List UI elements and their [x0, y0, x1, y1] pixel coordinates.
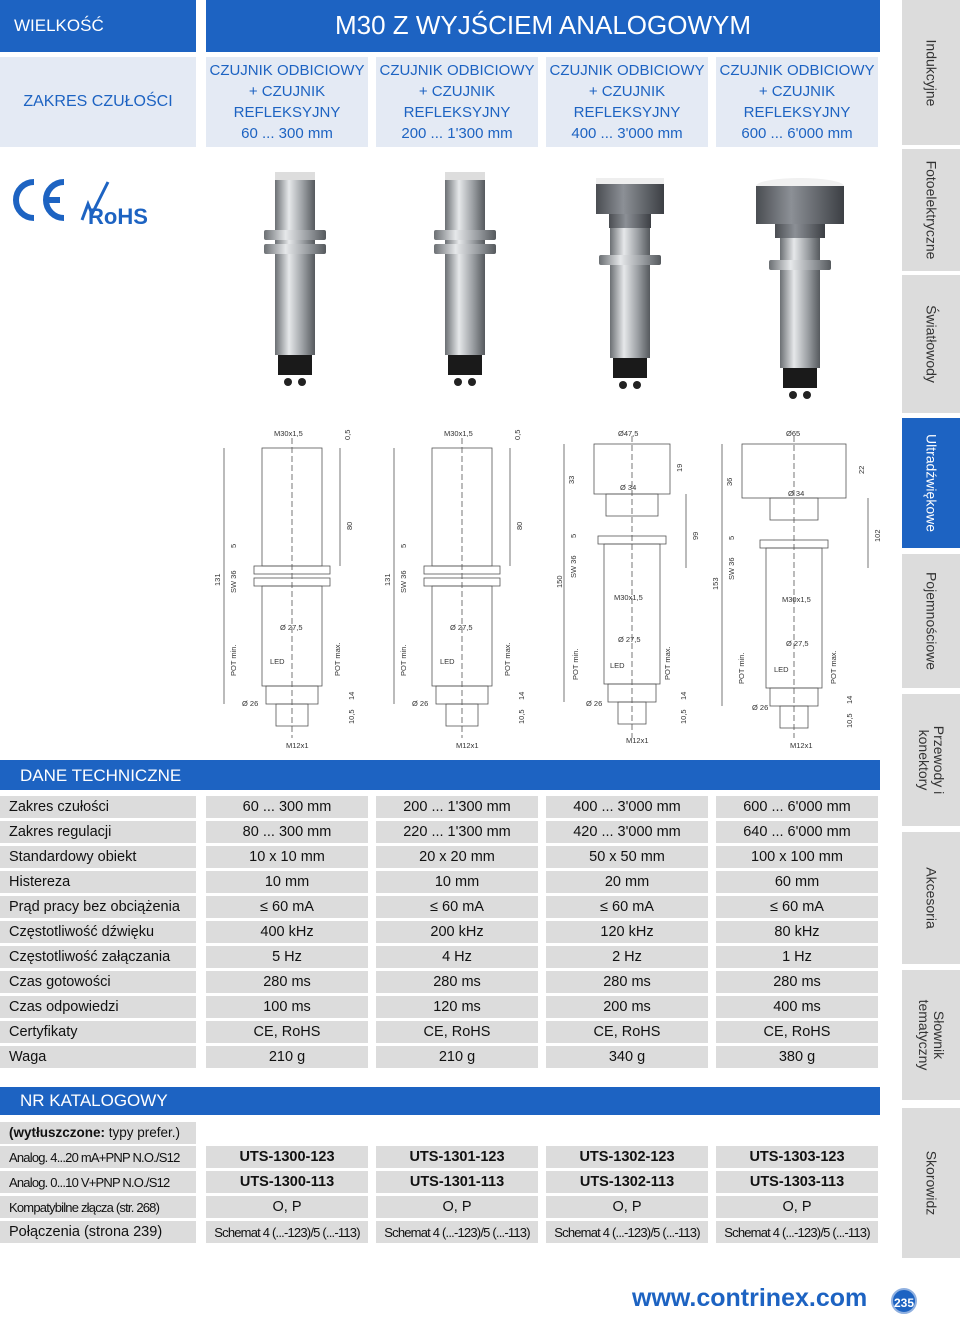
sidebar-tab-label: Indukcyjne — [923, 39, 940, 106]
svg-text:19: 19 — [675, 463, 684, 472]
svg-text:Ø 34: Ø 34 — [620, 483, 637, 492]
catalog-row-value: O, P — [716, 1196, 878, 1218]
tech-row-value: 100 ms — [206, 996, 368, 1018]
tech-row-label: Waga — [0, 1046, 196, 1068]
catalog-part-number: UTS-1303-123 — [716, 1146, 878, 1168]
sidebar-tab-label: Przewody i konektory — [916, 725, 947, 795]
svg-text:80: 80 — [515, 521, 524, 530]
svg-text:POT max.: POT max. — [503, 642, 512, 676]
tech-row-label: Czas gotowości — [0, 971, 196, 993]
tech-row — [0, 896, 880, 918]
svg-text:Ø 27,5: Ø 27,5 — [450, 623, 473, 632]
sidebar-tab-label: Fotoelektryczne — [923, 160, 940, 260]
sidebar-tab-3[interactable] — [902, 418, 960, 548]
catalog-row-label: Analog. 0...10 V+PNP N.O./S12 — [0, 1171, 196, 1193]
catalog-note: (wytłuszczone: typy prefer.) — [0, 1122, 196, 1144]
svg-text:SW 36: SW 36 — [229, 570, 238, 593]
tech-row-value: 280 ms — [376, 971, 538, 993]
website-url[interactable]: www.contrinex.com — [632, 1284, 868, 1312]
catalog-part-number: UTS-1301-113 — [376, 1171, 538, 1193]
svg-text:22: 22 — [857, 465, 866, 474]
tech-row-value: 280 ms — [716, 971, 878, 993]
sidebar-tab-2[interactable] — [902, 275, 960, 413]
tech-row-value: 50 x 50 mm — [546, 846, 708, 868]
svg-text:Ø 34: Ø 34 — [788, 489, 805, 498]
catalog-part-number: UTS-1302-123 — [546, 1146, 708, 1168]
sidebar-tab-7[interactable] — [902, 970, 960, 1100]
catalog-row-value: Schemat 4 (...-123)/5 (...-113) — [546, 1221, 708, 1243]
svg-text:36: 36 — [725, 477, 734, 486]
tech-row-value: ≤ 60 mA — [206, 896, 368, 918]
catalog-part-number: UTS-1300-113 — [206, 1171, 368, 1193]
tech-row-value: 640 ... 6'000 mm — [716, 821, 878, 843]
rohs-logo-icon — [82, 182, 148, 229]
tech-row — [0, 921, 880, 943]
tech-row-value: 2 Hz — [546, 946, 708, 968]
tech-row-value: 60 ... 300 mm — [206, 796, 368, 818]
tech-row-value: 340 g — [546, 1046, 708, 1068]
sensor-photo-2 — [420, 160, 510, 400]
catalog-row-value: O, P — [206, 1196, 368, 1218]
tech-row-value: 10 x 10 mm — [206, 846, 368, 868]
technical-drawing-3 — [550, 418, 720, 758]
svg-text:Ø 27,5: Ø 27,5 — [618, 635, 641, 644]
catalog-row-value: Schemat 4 (...-123)/5 (...-113) — [716, 1221, 878, 1243]
tech-row-value: 120 ms — [376, 996, 538, 1018]
tech-row-value: 600 ... 6'000 mm — [716, 796, 878, 818]
svg-text:80: 80 — [345, 521, 354, 530]
tech-row-value: CE, RoHS — [546, 1021, 708, 1043]
svg-text:33: 33 — [567, 475, 576, 484]
tech-row — [0, 846, 880, 868]
svg-text:M30x1,5: M30x1,5 — [782, 595, 811, 604]
sensor-photo-4 — [745, 160, 855, 410]
tech-row-value: 400 ms — [716, 996, 878, 1018]
technical-drawing-4 — [712, 418, 882, 758]
sidebar-tab-4[interactable] — [902, 554, 960, 688]
catalog-row-value: Schemat 4 (...-123)/5 (...-113) — [376, 1221, 538, 1243]
tech-row-value: 120 kHz — [546, 921, 708, 943]
sidebar-tab-label: Słownik tematyczny — [916, 999, 947, 1071]
tech-row-value: 5 Hz — [206, 946, 368, 968]
tech-row-value: 420 ... 3'000 mm — [546, 821, 708, 843]
tech-row-value: 4 Hz — [376, 946, 538, 968]
svg-text:153: 153 — [711, 577, 720, 590]
tech-row-value: 280 ms — [206, 971, 368, 993]
svg-text:M12x1: M12x1 — [790, 741, 813, 750]
svg-text:150: 150 — [555, 575, 564, 588]
svg-text:POT min.: POT min. — [229, 644, 238, 676]
sidebar-tab-label: Ultradźwiękowe — [923, 433, 940, 533]
catalog-note-row — [0, 1122, 880, 1144]
tech-row-value: 20 x 20 mm — [376, 846, 538, 868]
tech-row-label: Zakres czułości — [0, 796, 196, 818]
tech-row — [0, 971, 880, 993]
catalog-part-number: UTS-1303-113 — [716, 1171, 878, 1193]
svg-text:14: 14 — [517, 691, 526, 700]
svg-text:M12x1: M12x1 — [456, 741, 479, 750]
tech-row-value: 210 g — [376, 1046, 538, 1068]
tech-row-value: 380 g — [716, 1046, 878, 1068]
svg-text:10,5: 10,5 — [517, 709, 526, 724]
tech-row-value: 80 kHz — [716, 921, 878, 943]
svg-text:14: 14 — [845, 695, 854, 704]
tech-row-label: Standardowy obiekt — [0, 846, 196, 868]
sidebar-tab-label: Akcesoria — [923, 867, 940, 929]
svg-text:LED: LED — [774, 665, 789, 674]
tech-row-value: CE, RoHS — [376, 1021, 538, 1043]
svg-text:SW 36: SW 36 — [727, 557, 736, 580]
catalog-row-label: Połączenia (strona 239) — [0, 1221, 196, 1243]
sidebar-tab-1[interactable] — [902, 149, 960, 271]
sidebar-tab-label: Skorowidz — [923, 1150, 940, 1216]
catalog-row-label: Analog. 4...20 mA+PNP N.O./S12 — [0, 1146, 196, 1168]
svg-text:10,5: 10,5 — [679, 709, 688, 724]
sidebar-tab-8[interactable] — [902, 1108, 960, 1258]
size-label: WIELKOŚĆ — [0, 0, 196, 52]
catalog-row-value: O, P — [546, 1196, 708, 1218]
page-title: M30 Z WYJŚCIEM ANALOGOWYM — [206, 0, 880, 52]
svg-text:102: 102 — [873, 529, 882, 542]
svg-text:POT min.: POT min. — [737, 652, 746, 684]
svg-text:POT min.: POT min. — [571, 648, 580, 680]
svg-text:Ø 26: Ø 26 — [412, 699, 429, 708]
page-number: 235 — [891, 1288, 917, 1314]
svg-text:SW 36: SW 36 — [399, 570, 408, 593]
tech-row-value: 200 kHz — [376, 921, 538, 943]
tech-row-value: ≤ 60 mA — [546, 896, 708, 918]
technical-drawing-2 — [380, 418, 550, 758]
tech-row-value: 10 mm — [376, 871, 538, 893]
tech-row — [0, 821, 880, 843]
svg-text:10,5: 10,5 — [845, 713, 854, 728]
svg-text:Ø 27,5: Ø 27,5 — [786, 639, 809, 648]
sidebar-tab-0[interactable] — [902, 0, 960, 145]
svg-text:M12x1: M12x1 — [626, 736, 649, 745]
svg-text:5: 5 — [399, 543, 408, 548]
tech-row-value: 10 mm — [206, 871, 368, 893]
tech-row-value: ≤ 60 mA — [716, 896, 878, 918]
sensor-photo-3 — [585, 160, 675, 400]
tech-row-label: Histereza — [0, 871, 196, 893]
svg-text:0,5: 0,5 — [343, 429, 352, 440]
svg-text:Ø47,5: Ø47,5 — [618, 429, 639, 438]
svg-text:0,5: 0,5 — [513, 429, 522, 440]
svg-text:LED: LED — [270, 657, 285, 666]
column-header-1: CZUJNIK ODBICIOWY + CZUJNIK REFLEKSYJNY 60 ... 300 mm — [206, 57, 368, 147]
svg-text:99: 99 — [691, 531, 700, 540]
tech-row-value: 400 ... 3'000 mm — [546, 796, 708, 818]
tech-row-value: 210 g — [206, 1046, 368, 1068]
svg-text:10,5: 10,5 — [347, 709, 356, 724]
column-header-3: CZUJNIK ODBICIOWY + CZUJNIK REFLEKSYJNY 400 ... 3'000 mm — [546, 57, 708, 147]
svg-text:Ø 26: Ø 26 — [242, 699, 259, 708]
catalog-part-number: UTS-1302-113 — [546, 1171, 708, 1193]
tech-row — [0, 796, 880, 818]
tech-row-value: 100 x 100 mm — [716, 846, 878, 868]
tech-row-value: 20 mm — [546, 871, 708, 893]
svg-text:Ø 27,5: Ø 27,5 — [280, 623, 303, 632]
svg-text:Ø 26: Ø 26 — [586, 699, 603, 708]
sidebar-tab-label: Światłowody — [923, 305, 940, 383]
range-label: ZAKRES CZUŁOŚCI — [0, 57, 196, 147]
tech-row-value: 200 ... 1'300 mm — [376, 796, 538, 818]
catalog-row — [0, 1171, 880, 1193]
tech-row — [0, 1046, 880, 1068]
tech-row-value: ≤ 60 mA — [376, 896, 538, 918]
catalog-row-value: Schemat 4 (...-123)/5 (...-113) — [206, 1221, 368, 1243]
svg-text:POT max.: POT max. — [829, 650, 838, 684]
catalog-row — [0, 1196, 880, 1218]
tech-row-label: Częstotliwość dźwięku — [0, 921, 196, 943]
svg-text:M30x1,5: M30x1,5 — [274, 429, 303, 438]
tech-row-value: CE, RoHS — [206, 1021, 368, 1043]
tech-row-value: 60 mm — [716, 871, 878, 893]
svg-text:14: 14 — [347, 691, 356, 700]
tech-row-label: Zakres regulacji — [0, 821, 196, 843]
column-header-2: CZUJNIK ODBICIOWY + CZUJNIK REFLEKSYJNY 200 ... 1'300 mm — [376, 57, 538, 147]
catalog-row-label: Kompatybilne złącza (str. 268) — [0, 1196, 196, 1218]
svg-text:131: 131 — [213, 573, 222, 586]
tech-row-value: 80 ... 300 mm — [206, 821, 368, 843]
svg-text:131: 131 — [383, 573, 392, 586]
svg-text:POT max.: POT max. — [663, 646, 672, 680]
tech-row-value: 200 ms — [546, 996, 708, 1018]
sidebar-tab-6[interactable] — [902, 832, 960, 964]
svg-text:M30x1,5: M30x1,5 — [614, 593, 643, 602]
tech-row — [0, 996, 880, 1018]
svg-text:M30x1,5: M30x1,5 — [444, 429, 473, 438]
catalog-header: NR KATALOGOWY — [0, 1087, 880, 1115]
svg-text:Ø65: Ø65 — [786, 429, 801, 438]
catalog-row — [0, 1146, 880, 1168]
tech-row-value: 400 kHz — [206, 921, 368, 943]
sensor-photo-1 — [250, 160, 340, 400]
tech-row — [0, 1021, 880, 1043]
tech-row — [0, 946, 880, 968]
catalog-row — [0, 1221, 880, 1243]
svg-text:POT max.: POT max. — [333, 642, 342, 676]
tech-data-header: DANE TECHNICZNE — [0, 760, 880, 790]
technical-drawing-1 — [210, 418, 380, 758]
svg-text:SW 36: SW 36 — [569, 555, 578, 578]
certification-logos — [8, 168, 148, 234]
tech-row-value: CE, RoHS — [716, 1021, 878, 1043]
tech-row — [0, 871, 880, 893]
catalog-row-value: O, P — [376, 1196, 538, 1218]
tech-row-value: 280 ms — [546, 971, 708, 993]
catalog-part-number: UTS-1301-123 — [376, 1146, 538, 1168]
tech-row-label: Czas odpowiedzi — [0, 996, 196, 1018]
svg-text:POT min.: POT min. — [399, 644, 408, 676]
tech-row-label: Prąd pracy bez obciążenia — [0, 896, 196, 918]
tech-row-value: 220 ... 1'300 mm — [376, 821, 538, 843]
tech-row-value: 1 Hz — [716, 946, 878, 968]
tech-row-label: Certyfikaty — [0, 1021, 196, 1043]
svg-text:LED: LED — [610, 661, 625, 670]
sidebar-tab-5[interactable] — [902, 694, 960, 826]
svg-text:14: 14 — [679, 691, 688, 700]
sidebar-tab-label: Pojemnościowe — [923, 571, 940, 671]
svg-text:5: 5 — [569, 533, 578, 538]
svg-text:M12x1: M12x1 — [286, 741, 309, 750]
ce-logo-icon — [16, 182, 64, 218]
catalog-part-number: UTS-1300-123 — [206, 1146, 368, 1168]
svg-text:Ø 26: Ø 26 — [752, 703, 769, 712]
svg-text:LED: LED — [440, 657, 455, 666]
svg-text:5: 5 — [727, 535, 736, 540]
column-header-4: CZUJNIK ODBICIOWY + CZUJNIK REFLEKSYJNY 600 ... 6'000 mm — [716, 57, 878, 147]
svg-text:5: 5 — [229, 543, 238, 548]
svg-text:RoHS: RoHS — [88, 204, 148, 229]
tech-row-label: Częstotliwość załączania — [0, 946, 196, 968]
